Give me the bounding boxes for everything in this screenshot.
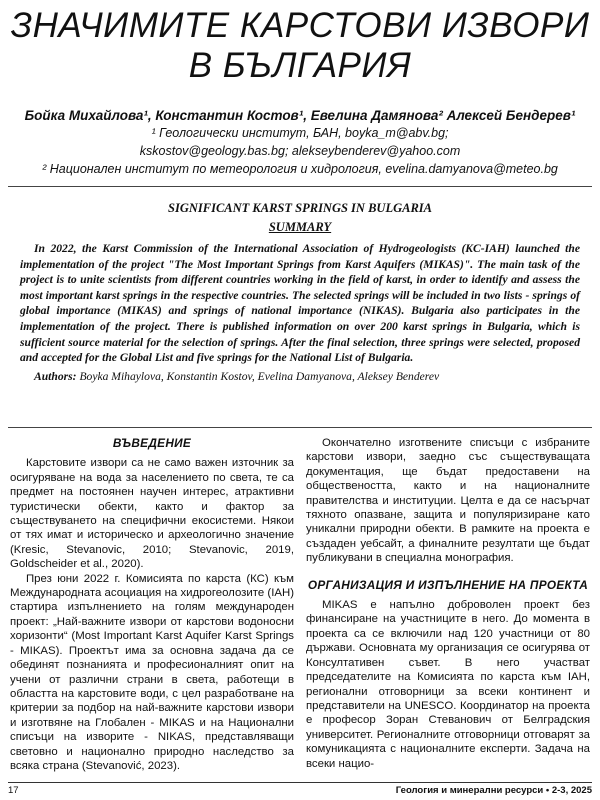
abstract-summary-label: SUMMARY <box>268 220 332 234</box>
organization-paragraph: MIKAS е напълно доброволен проект без финансиране на участниците в него. До момента в проекта са се включили над 120 участници от 80 държави. Основната му организация се осигурява от Консултативен съвет. В него участват председателите на Комисията по карста към IAH, регионални отговорници за всеки континент и представители на UNESCO. Координатор на проекта е професор Зоран Стеванович от Белградския университет. Регионалните отговорници отговарят за комуникацията с националните експерти. Задача на всеки нацио- <box>306 599 590 770</box>
abstract-authors <box>34 370 580 383</box>
organization-heading: ОРГАНИЗАЦИЯ И ИЗПЪЛНЕНИЕ НА ПРОЕКТА <box>307 577 589 592</box>
right-column <box>306 436 590 771</box>
article-title <box>0 6 600 86</box>
abstract-title: SIGNIFICANT KARST SPRINGS IN BULGARIA <box>168 201 432 215</box>
left-column <box>10 436 294 773</box>
intro-paragraph-1: Карстовите извори са не само важен източник за осигуряване на вода за населението по света, те са предмет на постоянен научен интерес, атрактивни туристически обекти, както и фактор за съществуването на специфични екосистеми. Някои от тях имат и историческо и археологично значение (Kresic, Stevanovic, 2010; Stevanovic, 2019, Goldscheider et al., 2020). <box>10 457 294 571</box>
page-number: 17 <box>8 785 19 796</box>
title-line-2: В БЪЛГАРИЯ <box>188 46 412 85</box>
title-line-1: ЗНАЧИМИТЕ КАРСТОВИ ИЗВОРИ <box>10 6 590 45</box>
abstract-authors-label: Authors: <box>34 369 77 383</box>
intro-paragraph-2: През юни 2022 г. Комисията по карста (КС) към Международната асоциация на хидрогеолозите (IAH) стартира изпълнението на голям международен проект: „Най-важните извори от карстови водоносни хоризонти“ (Most Important Karst Aquifer Karst Springs - MIKAS). Проектът има за основна задача да се обединят познанията и професионалният опит на учени от различни страни в света, работещи в областта на карстовите води, с цел разработване на критерии за подбор на най-важните карстови извори и изготвяне на Глобален - MIKAS и на Национални списъци на изворите - NIKAS, представляващи световно и национално природно наследство за всяка страна (Stevanović, 2023). <box>10 572 294 772</box>
intro-paragraph-3: Окончателно изготвените списъци с избраните карстови извори, заедно със съществуващата документация, ще бъдат предоставени на обществеността, както и на националните правителства и институции. Целта е да се насърчат тяхното опазване, защита и популяризиране като уникални природни обекти. В рамките на проекта е създаден уебсайт, а финалните резултати ще бъдат публикувани в специална монография. <box>306 437 590 565</box>
affiliation-2: ² Национален институт по метеорология и хидрология, evelina.damyanova@meteo.bg <box>42 162 558 176</box>
abstract-authors-names: Boyka Mihaylova, Konstantin Kostov, Evelina Damyanova, Aleksey Benderev <box>79 369 440 383</box>
affiliation-1-line-2: kskostov@geology.bas.bg; alekseybenderev@yahoo.com <box>139 144 461 158</box>
introduction-heading: ВЪВЕДЕНИЕ <box>112 436 192 450</box>
author-list: Бойка Михайлова¹, Константин Костов¹, Евелина Дамянова² Алексей Бендерев¹ <box>24 108 576 123</box>
journal-reference: Геология и минерални ресурси • 2-3, 2025 <box>395 785 592 796</box>
english-abstract <box>8 186 592 428</box>
abstract-body: In 2022, the Karst Commission of the International Association of Hydrogeologists (KC-IAH) launched the implementation of the project "The Most Important Springs from Karst Aquifers (MIKAS)". The main task of the project is to unite scientists from different countries working in the field of karst, in order to identify and assess the most important karst springs in the respective countries. The selected springs will be included in two lists - springs of global importance (MIKAS) and springs of national importance (NIKAS). Bulgaria also participates in the implementation of the project. There is published information on over 200 karst springs in Bulgaria, which is sufficient source material for the selection of springs. After the final selection, three springs were selected, proposed and accepted for the Global List and five springs for the National List of Bulgaria. <box>20 242 580 365</box>
affiliation-1-line-1: ¹ Геологически институт, БАН, boyka_m@abv.bg; <box>151 126 449 140</box>
page-footer <box>8 782 592 797</box>
